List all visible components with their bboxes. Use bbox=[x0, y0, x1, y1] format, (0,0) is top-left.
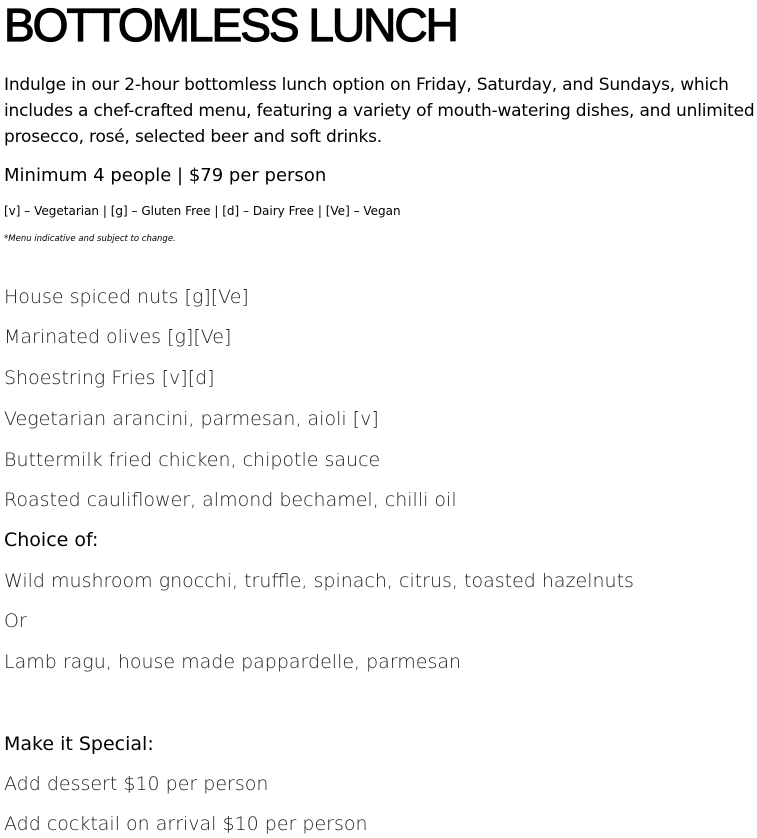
page-title: BOTTOMLESS LUNCH bbox=[4, 0, 457, 51]
dietary-legend: [v] – Vegetarian | [g] – Gluten Free | [d] – Dairy Free | [Ve] – Vegan bbox=[4, 204, 401, 218]
menu-item bbox=[4, 324, 231, 350]
choice-separator: Or bbox=[4, 610, 27, 632]
menu-item-name: House spiced nuts bbox=[4, 286, 179, 308]
dietary-tags: [g][Ve] bbox=[184, 286, 249, 308]
intro-text: Indulge in our 2-hour bottomless lunch option on Friday, Saturday, and Sundays, which includes a chef-crafted menu, featuring a variety of mouth-watering dishes, and unlimited prosecco, rosé, selected beer and soft drinks. bbox=[4, 75, 755, 147]
choice-heading: Choice of: bbox=[4, 529, 99, 551]
menu-item bbox=[4, 487, 457, 513]
menu-item-name: Vegetarian arancini, parmesan, aioli bbox=[4, 408, 347, 430]
menu-item bbox=[4, 284, 249, 310]
special-offer: Add dessert $10 per person bbox=[4, 773, 269, 795]
special-offer: Add cocktail on arrival $10 per person bbox=[4, 813, 368, 835]
choice-option: Wild mushroom gnocchi, truffle, spinach, citrus, toasted hazelnuts bbox=[4, 570, 634, 592]
special-heading: Make it Special: bbox=[4, 733, 154, 755]
menu-item-name: Roasted cauliflower, almond bechamel, chilli oil bbox=[4, 489, 457, 511]
pricing-info: Minimum 4 people | $79 per person bbox=[4, 165, 327, 186]
menu-item-name: Marinated olives bbox=[4, 326, 162, 348]
dietary-tags: [v] bbox=[352, 408, 379, 430]
menu-item bbox=[4, 447, 380, 473]
menu-item-name: Shoestring Fries bbox=[4, 367, 156, 389]
dietary-tags: [g][Ve] bbox=[167, 326, 232, 348]
menu-item bbox=[4, 406, 379, 432]
menu-item bbox=[4, 365, 215, 391]
menu-disclaimer: *Menu indicative and subject to change. bbox=[4, 234, 176, 244]
dietary-tags: [v][d] bbox=[161, 367, 215, 389]
menu-item-name: Buttermilk fried chicken, chipotle sauce bbox=[4, 449, 381, 471]
choice-option: Lamb ragu, house made pappardelle, parmesan bbox=[4, 651, 462, 673]
